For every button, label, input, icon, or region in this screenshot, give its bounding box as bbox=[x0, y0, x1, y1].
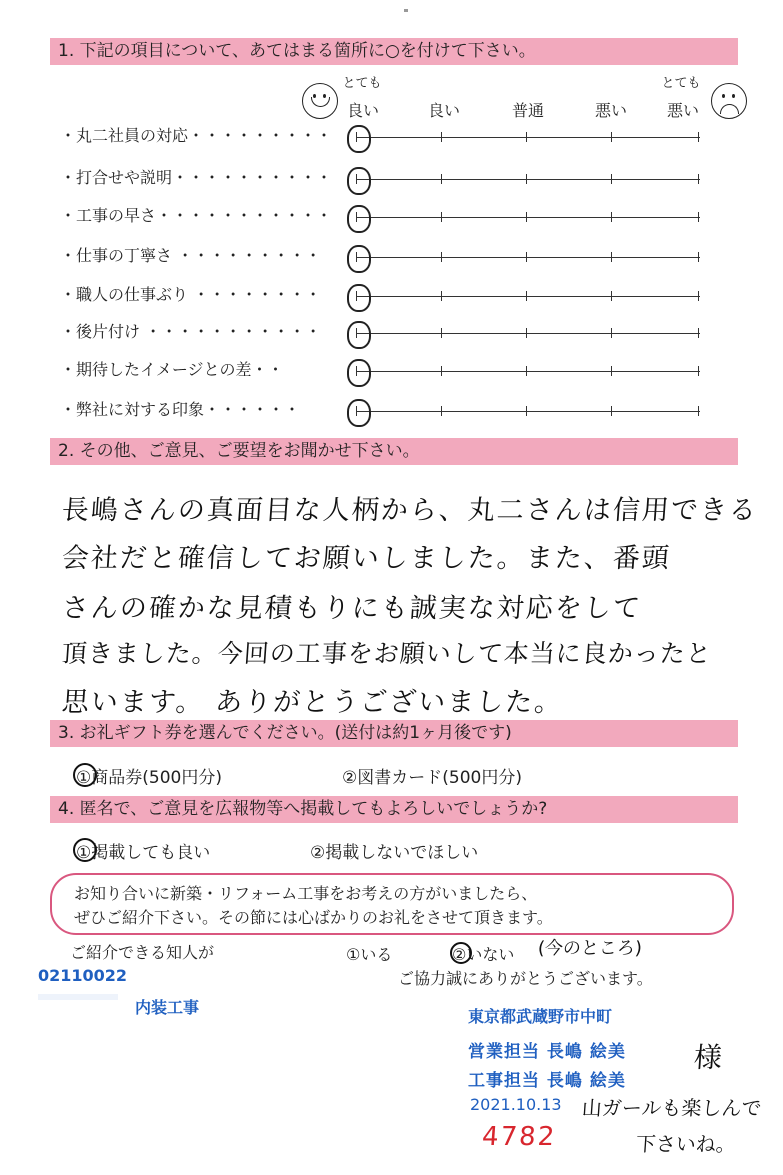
section1-title: 1. 下記の項目について、あてはまる箇所に○を付けて下さい。 bbox=[58, 41, 536, 61]
rating-item-label: ・弊社に対する印象・・・・・・ bbox=[60, 400, 301, 419]
scale-very-good-top: とても bbox=[342, 76, 382, 91]
referral-line-2: ぜひご紹介下さい。その節には心ばかりのお礼をさせて頂きます。 bbox=[74, 908, 553, 927]
smiley-happy-icon bbox=[302, 83, 338, 119]
redacted-bar bbox=[38, 994, 118, 1000]
rating-scale-tick[interactable] bbox=[526, 212, 527, 222]
construction-rep: 工事担当 長嶋 絵美 bbox=[468, 1071, 626, 1091]
record-number: 4782 bbox=[480, 1122, 558, 1152]
rating-selected-mark bbox=[347, 284, 371, 312]
rating-scale-tick[interactable] bbox=[441, 366, 442, 376]
rating-scale-tick[interactable] bbox=[698, 406, 699, 416]
rating-scale-tick[interactable] bbox=[698, 252, 699, 262]
smiley-sad-icon bbox=[711, 83, 747, 119]
rating-item-label: ・期待したイメージとの差・・ bbox=[60, 360, 284, 379]
rating-scale-tick[interactable] bbox=[441, 212, 442, 222]
scale-very-bad-top: とても bbox=[661, 76, 701, 91]
rating-selected-mark bbox=[347, 167, 371, 195]
section4-band bbox=[50, 796, 738, 823]
rating-scale-tick[interactable] bbox=[611, 252, 612, 262]
record-date: 2021.10.13 bbox=[470, 1095, 562, 1114]
rating-scale-tick[interactable] bbox=[698, 212, 699, 222]
rating-scale-tick[interactable] bbox=[441, 174, 442, 184]
scale-normal: 普通 bbox=[511, 101, 544, 120]
rating-item-label: ・職人の仕事ぶり ・・・・・・・・ bbox=[60, 285, 322, 304]
gift-selected-mark bbox=[73, 763, 97, 787]
rating-scale-tick[interactable] bbox=[698, 366, 699, 376]
rating-selected-mark bbox=[347, 245, 371, 273]
referral-option-2[interactable]: ②いない bbox=[452, 945, 515, 964]
rating-scale-tick[interactable] bbox=[441, 132, 442, 142]
rating-scale-line bbox=[356, 333, 700, 334]
rating-scale-tick[interactable] bbox=[441, 291, 442, 301]
rating-scale-line bbox=[356, 411, 700, 412]
rating-selected-mark bbox=[347, 205, 371, 233]
referral-selected-mark bbox=[450, 942, 472, 964]
rating-scale-line bbox=[356, 371, 700, 372]
rating-item-label: ・工事の早さ・・・・・・・・・・・ bbox=[60, 206, 333, 225]
thanks-text: ご協力誠にありがとうございます。 bbox=[398, 969, 653, 988]
rating-scale-tick[interactable] bbox=[441, 328, 442, 338]
rating-scale-tick[interactable] bbox=[441, 252, 442, 262]
rating-item-label: ・後片付け ・・・・・・・・・・・ bbox=[60, 322, 322, 341]
referral-question: ご紹介できる知人が bbox=[70, 943, 215, 962]
rating-scale-tick[interactable] bbox=[611, 406, 612, 416]
rating-selected-mark bbox=[347, 125, 371, 153]
section3-band bbox=[50, 720, 738, 747]
rating-scale-tick[interactable] bbox=[526, 174, 527, 184]
rating-selected-mark bbox=[347, 321, 371, 349]
rating-scale-line bbox=[356, 257, 700, 258]
honorific: 様 bbox=[692, 1041, 726, 1074]
rating-scale-tick[interactable] bbox=[611, 212, 612, 222]
rating-selected-mark bbox=[347, 359, 371, 387]
referral-line-1: お知り合いに新築・リフォーム工事をお考えの方がいましたら、 bbox=[74, 884, 538, 903]
rating-scale-tick[interactable] bbox=[611, 291, 612, 301]
rating-scale-tick[interactable] bbox=[526, 366, 527, 376]
comment-line-3: さんの確かな見積もりにも誠実な対応をして bbox=[60, 593, 643, 624]
section2-title: 2. その他、ご意見、ご要望をお聞かせ下さい。 bbox=[58, 441, 420, 461]
rating-scale-tick[interactable] bbox=[526, 132, 527, 142]
referral-handwritten-note: (今のところ) bbox=[537, 938, 643, 959]
rating-scale-tick[interactable] bbox=[526, 406, 527, 416]
publish-selected-mark bbox=[73, 838, 97, 862]
rating-scale-tick[interactable] bbox=[698, 328, 699, 338]
rating-scale-tick[interactable] bbox=[698, 132, 699, 142]
record-address: 東京都武蔵野市中町 bbox=[468, 1007, 613, 1026]
message-line-2: 下さいね。 bbox=[635, 1132, 737, 1156]
scale-good: 良い bbox=[427, 101, 460, 120]
rating-scale-tick[interactable] bbox=[526, 252, 527, 262]
rating-scale-tick[interactable] bbox=[526, 291, 527, 301]
rating-scale-line bbox=[356, 217, 700, 218]
publish-option-2[interactable]: ②掲載しないでほしい bbox=[310, 843, 479, 863]
record-category: 内装工事 bbox=[135, 998, 200, 1017]
rating-scale-tick[interactable] bbox=[611, 328, 612, 338]
gift-option-2[interactable]: ②図書カード(500円分) bbox=[342, 768, 522, 788]
rating-item-label: ・打合せや説明・・・・・・・・・・ bbox=[60, 168, 333, 187]
comment-line-5: 思います。 ありがとうございました。 bbox=[60, 687, 565, 718]
rating-scale-tick[interactable] bbox=[698, 174, 699, 184]
section4-title: 4. 匿名で、ご意見を広報物等へ掲載してもよろしいでしょうか? bbox=[58, 799, 548, 819]
rating-scale-tick[interactable] bbox=[698, 291, 699, 301]
scan-dot bbox=[404, 9, 408, 12]
section1-band bbox=[50, 38, 738, 65]
sales-rep: 営業担当 長嶋 絵美 bbox=[468, 1042, 626, 1062]
scale-bad: 悪い bbox=[594, 101, 627, 120]
message-line-1: 山ガールも楽しんで bbox=[581, 1096, 763, 1120]
rating-item-label: ・丸二社員の対応・・・・・・・・・ bbox=[60, 126, 333, 145]
section3-title: 3. お礼ギフト券を選んでください。(送付は約1ヶ月後です) bbox=[58, 723, 512, 743]
record-code: 02110022 bbox=[38, 966, 128, 985]
scale-very-good-bottom: 良い bbox=[346, 101, 379, 120]
rating-scale-tick[interactable] bbox=[441, 406, 442, 416]
rating-item-label: ・仕事の丁寧さ ・・・・・・・・・ bbox=[60, 246, 322, 265]
section2-band bbox=[50, 438, 738, 465]
rating-scale-tick[interactable] bbox=[611, 174, 612, 184]
scale-very-bad-bottom: 悪い bbox=[666, 101, 699, 120]
rating-selected-mark bbox=[347, 399, 371, 427]
rating-scale-tick[interactable] bbox=[611, 366, 612, 376]
referral-option-1[interactable]: ①いる bbox=[346, 945, 393, 964]
rating-scale-line bbox=[356, 137, 700, 138]
comment-line-1: 長嶋さんの真面目な人柄から、丸二さんは信用できる bbox=[60, 495, 759, 526]
comment-line-2: 会社だと確信してお願いしました。また、番頭 bbox=[60, 543, 672, 574]
comment-line-4: 頂きました。今回の工事をお願いして本当に良かったと bbox=[60, 639, 713, 668]
gift-option-1[interactable]: ①商品券(500円分) bbox=[76, 768, 222, 788]
referral-box bbox=[50, 873, 734, 935]
rating-scale-line bbox=[356, 179, 700, 180]
rating-scale-tick[interactable] bbox=[526, 328, 527, 338]
rating-scale-tick[interactable] bbox=[611, 132, 612, 142]
publish-option-1[interactable]: ①掲載しても良い bbox=[76, 843, 211, 863]
rating-scale-line bbox=[356, 296, 700, 297]
